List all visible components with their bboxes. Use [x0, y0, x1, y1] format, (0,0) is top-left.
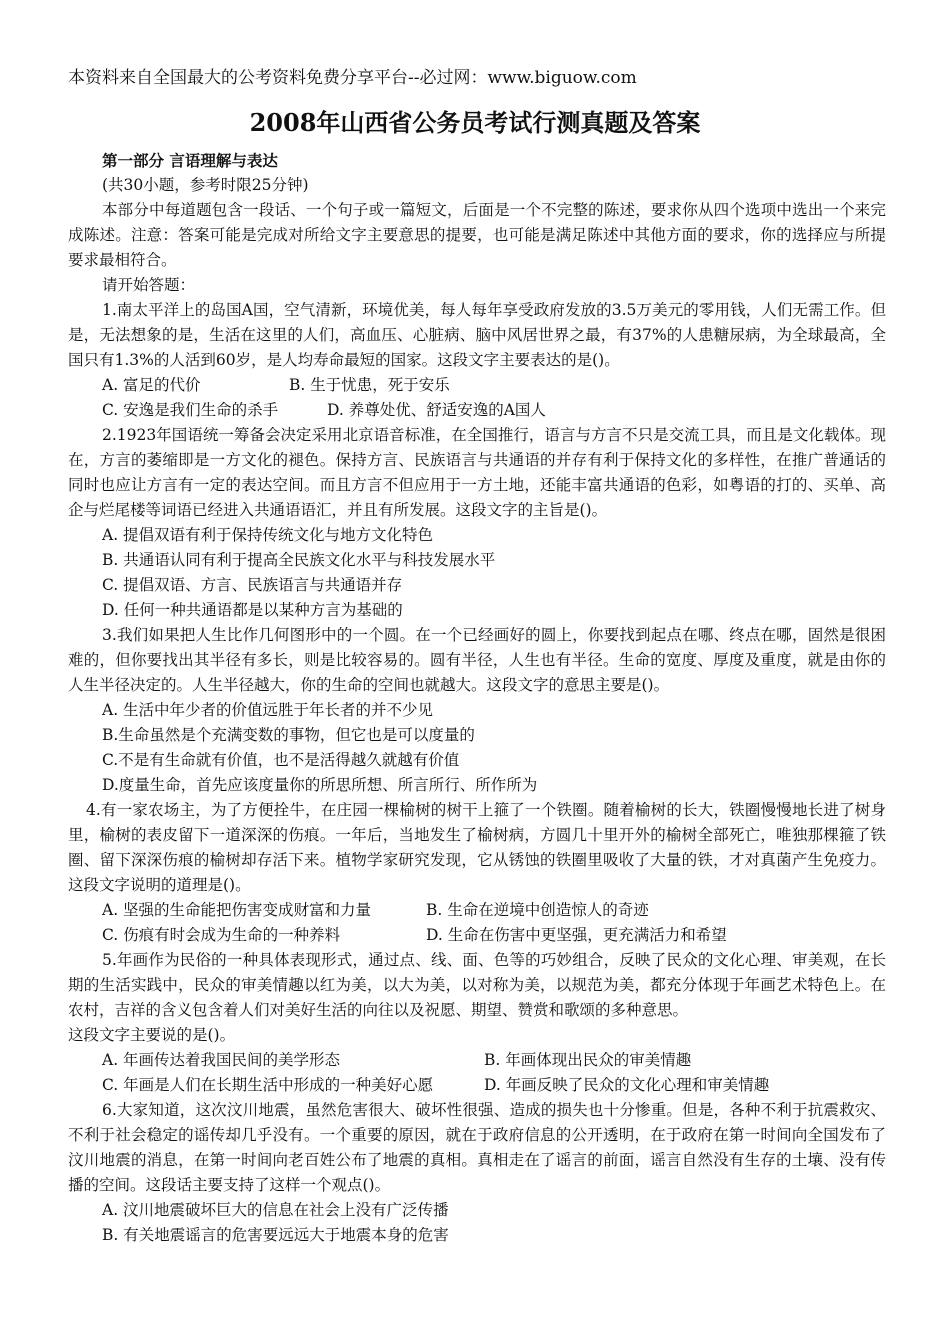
question-3-option-a: A. 生活中年少者的价值远胜于年长者的并不少见 — [102, 701, 434, 719]
question-5-options-row-1 — [68, 1048, 886, 1073]
question-3-option-c: C.不是有生命就有价值，也不是活得越久就越有价值 — [102, 751, 460, 769]
question-4-options-row-1 — [68, 898, 886, 923]
question-4-option-b: B. 生命在逆境中创造惊人的奇迹 — [426, 901, 649, 919]
section-instructions: 本部分中每道题包含一段话、一个句子或一篇短文，后面是一个不完整的陈述，要求你从四个选项中选出一个来完成陈述。注意：答案可能是完成对所给文字主要意思的提要，也可能是满足陈述中其他方面的要求，你的选择应与所提要求最相符合。 — [68, 201, 886, 269]
page-title: 2008年山西省公务员考试行测真题及答案 — [249, 108, 701, 137]
question-2-option-b: B. 共通语认同有利于提高全民族文化水平与科技发展水平 — [102, 551, 496, 569]
question-2-option-c: C. 提倡双语、方言、民族语言与共通语并存 — [102, 576, 403, 594]
question-5-option-b: B. 年画体现出民众的审美情趣 — [484, 1051, 692, 1069]
question-3-option-b: B.生命虽然是个充满变数的事物，但它也是可以度量的 — [102, 726, 475, 744]
question-6-option-b: B. 有关地震谣言的危害要远远大于地震本身的危害 — [102, 1226, 449, 1244]
question-1-option-c: C. 安逸是我们生命的杀手 — [102, 401, 279, 419]
section-heading: 第一部分 言语理解与表达 — [102, 151, 278, 170]
question-2-stem: 2.1923年国语统一筹备会决定采用北京语音标准，在全国推行，语言与方言不只是交流工具，而且是文化载体。现在，方言的萎缩即是一方文化的褪色。保持方言、民族语言与共通语的并存有利于保持文化的多样性，在推广普通话的同时也应让方言有一定的表达空间。而且方言不但应用于一方土地，还能丰富共通语的色彩，如粤语的打的、买单、高企与烂尾楼等词语已经进入共通语语汇，并且有所发展。这段文字的主旨是()。 — [68, 426, 886, 519]
question-6-option-a: A. 汶川地震破坏巨大的信息在社会上没有广泛传播 — [102, 1201, 449, 1219]
question-4-option-a: A. 坚强的生命能把伤害变成财富和力量 — [102, 901, 372, 919]
question-1-options-row-2 — [68, 398, 886, 423]
question-1-option-d: D. 养尊处优、舒适安逸的A国人 — [327, 401, 546, 419]
question-1-stem: 1.南太平洋上的岛国A国，空气清新，环境优美，每人每年享受政府发放的3.5万美元的零用钱，人们无需工作。但是，无法想象的是，生活在这里的人们，高血压、心脏病、脑中风居世界之最，有37%的人患糖尿病，为全球最高，全国只有1.3%的人活到60岁，是人均寿命最短的国家。这段文字主要表达的是()。 — [68, 301, 886, 369]
question-5-option-c: C. 年画是人们在长期生活中形成的一种美好心愿 — [102, 1076, 434, 1094]
question-4-options-row-2 — [68, 923, 886, 948]
source-note: 本资料来自全国最大的公考资料免费分享平台--必过网：www.biguow.com — [68, 68, 637, 88]
question-1-option-a: A. 富足的代价 — [102, 376, 201, 394]
document-body — [68, 148, 886, 1248]
section-meta: (共30小题，参考时限25分钟) — [102, 176, 309, 194]
question-6-stem: 6.大家知道，这次汶川地震，虽然危害很大、破坏性很强、造成的损失也十分惨重。但是，各种不利于抗震救灾、不利于社会稳定的谣传却几乎没有。一个重要的原因，就在于政府信息的公开透明，在于政府在第一时间向全国发布了汶川地震的消息，在第一时间向老百姓公布了地震的真相。真相走在了谣言的前面，谣言自然没有生存的土壤、没有传播的空间。这段话主要支持了这样一个观点()。 — [68, 1101, 886, 1194]
question-2-option-d: D. 任何一种共通语都是以某种方言为基础的 — [102, 601, 403, 619]
question-1-option-b: B. 生于忧患，死于安乐 — [289, 376, 450, 394]
question-4-stem: 4.有一家农场主，为了方便拴牛，在庄园一棵榆树的树干上箍了一个铁圈。随着榆树的长大，铁圈慢慢地长进了树身里，榆树的表皮留下一道深深的伤痕。一年后，当地发生了榆树病，方圆几十里开外的榆树全部死亡，唯独那棵箍了铁圈、留下深深伤痕的榆树却存活下来。植物学家研究发现，它从锈蚀的铁圈里吸收了大量的铁，才对真菌产生免疫力。这段文字说明的道理是()。 — [68, 801, 886, 894]
question-4-option-d: D. 生命在伤害中更坚强，更充满活力和希望 — [426, 926, 727, 944]
question-3-option-d: D.度量生命，首先应该度量你的所思所想、所言所行、所作所为 — [102, 776, 538, 794]
question-5-option-d: D. 年画反映了民众的文化心理和审美情趣 — [484, 1076, 770, 1094]
question-1-options-row-1 — [68, 373, 886, 398]
question-5-options-row-2 — [68, 1073, 886, 1098]
question-2-option-a: A. 提倡双语有利于保持传统文化与地方文化特色 — [102, 526, 434, 544]
question-5-stem: 5.年画作为民俗的一种具体表现形式，通过点、线、面、色等的巧妙组合，反映了民众的文化心理、审美观，在长期的生活实践中，民众的审美情趣以红为美，以大为美，以对称为美，以规范为美，都充分体现于年画艺术特色上。在农村，吉祥的含义包含着人们对美好生活的向往以及祝愿、期望、赞赏和歌颂的多种意思。 — [68, 951, 886, 1019]
question-5-option-a: A. 年画传达着我国民间的美学形态 — [102, 1051, 341, 1069]
start-prompt: 请开始答题： — [102, 276, 196, 294]
question-5-prompt: 这段文字主要说的是()。 — [68, 1026, 236, 1044]
question-4-option-c: C. 伤痕有时会成为生命的一种养料 — [102, 926, 341, 944]
question-3-stem: 3.我们如果把人生比作几何图形中的一个圆。在一个已经画好的圆上，你要找到起点在哪、终点在哪，固然是很困难的，但你要找出其半径有多长，则是比较容易的。圆有半径，人生也有半径。生命的宽度、厚度及重度，就是由你的人生半径决定的。人生半径越大，你的生命的空间也就越大。这段文字的意思主要是()。 — [68, 626, 886, 694]
